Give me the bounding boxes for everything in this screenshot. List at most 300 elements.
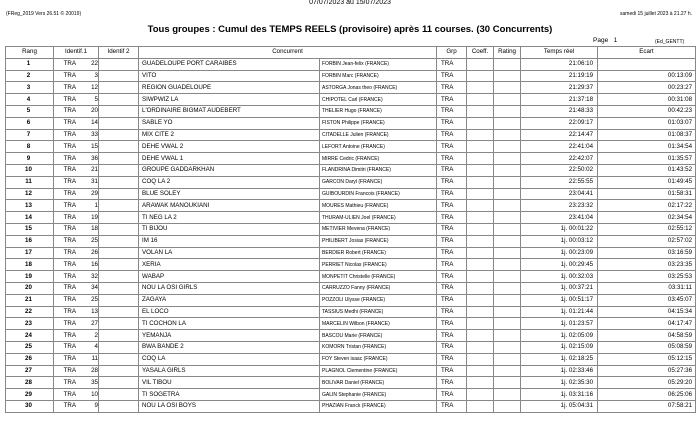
gap-cell: 03:31:11 — [598, 282, 696, 294]
table-row — [6, 188, 696, 200]
table-row — [6, 235, 696, 247]
team-name-cell: SABLE YO — [139, 117, 320, 129]
rating-cell — [494, 117, 521, 129]
col-grp: Grp — [437, 47, 467, 59]
rating-cell — [494, 164, 521, 176]
page-label: Page — [593, 37, 609, 44]
coeff-cell — [467, 117, 494, 129]
identif2-cell — [99, 318, 139, 330]
rating-cell — [494, 247, 521, 259]
skipper-cell: CARRUZZO Fanny (FRANCE) — [320, 282, 437, 294]
identif1-cell — [54, 306, 99, 318]
coeff-cell — [467, 70, 494, 82]
identif2-cell — [99, 400, 139, 412]
software-version: (FReg_2019 Vers 26.51 © 20019) — [6, 11, 82, 17]
identif1-cell — [54, 341, 99, 353]
coeff-cell — [467, 318, 494, 330]
real-time-cell: 1j. 02:33:46 — [521, 365, 598, 377]
gap-cell: 04:58:59 — [598, 330, 696, 342]
identif2-cell — [99, 188, 139, 200]
group-cell: TRA — [437, 212, 467, 224]
boat-number: 10 — [91, 390, 98, 398]
identif2-cell — [99, 306, 139, 318]
table-row — [6, 400, 696, 412]
gap-cell: 03:23:35 — [598, 259, 696, 271]
identif1-cell — [54, 117, 99, 129]
table-row — [6, 259, 696, 271]
rating-cell — [494, 70, 521, 82]
boat-number: 19 — [91, 213, 98, 221]
category-code: TRA — [63, 142, 76, 150]
real-time-cell: 1j. 01:23:57 — [521, 318, 598, 330]
identif2-cell — [99, 341, 139, 353]
table-row — [6, 330, 696, 342]
rating-cell — [494, 105, 521, 117]
rank-cell: 30 — [6, 400, 54, 412]
table-row — [6, 365, 696, 377]
group-cell: TRA — [437, 223, 467, 235]
category-code: TRA — [63, 355, 76, 363]
rank-cell: 5 — [6, 105, 54, 117]
table-row — [6, 377, 696, 389]
boat-number: 35 — [91, 378, 98, 386]
identif1-cell — [54, 377, 99, 389]
col-coeff: Coeff. — [467, 47, 494, 59]
coeff-cell — [467, 58, 494, 70]
rank-cell: 15 — [6, 223, 54, 235]
identif1-cell — [54, 82, 99, 94]
col-rating: Rating — [494, 47, 521, 59]
category-code: TRA — [63, 366, 76, 374]
gap-cell: 02:17:22 — [598, 200, 696, 212]
boat-number: 34 — [91, 284, 98, 292]
gap-cell: 00:31:08 — [598, 94, 696, 106]
gap-cell: 03:16:59 — [598, 247, 696, 259]
category-code: TRA — [63, 154, 76, 162]
table-row — [6, 129, 696, 141]
rank-cell: 28 — [6, 377, 54, 389]
skipper-cell: POZZOLI Ulysse (FRANCE) — [320, 294, 437, 306]
rating-cell — [494, 282, 521, 294]
gap-cell: 03:45:07 — [598, 294, 696, 306]
coeff-cell — [467, 294, 494, 306]
rank-cell: 7 — [6, 129, 54, 141]
rank-cell: 3 — [6, 82, 54, 94]
rank-cell: 1 — [6, 58, 54, 70]
rating-cell — [494, 330, 521, 342]
group-cell: TRA — [437, 247, 467, 259]
skipper-cell: BASCOU Marie (FRANCE) — [320, 330, 437, 342]
team-name-cell: NOU LA OSI BOYS — [139, 400, 320, 412]
team-name-cell: SIWPWIZ LA — [139, 94, 320, 106]
identif1-cell — [54, 141, 99, 153]
real-time-cell: 1j. 00:23:09 — [521, 247, 598, 259]
real-time-cell: 1j. 00:29:45 — [521, 259, 598, 271]
skipper-cell: GARCON Daryl (FRANCE) — [320, 176, 437, 188]
rank-cell: 14 — [6, 212, 54, 224]
boat-number: 25 — [91, 237, 98, 245]
category-code: TRA — [63, 130, 76, 138]
boat-number: 2 — [94, 331, 98, 339]
category-code: TRA — [63, 107, 76, 115]
boat-number: 3 — [94, 71, 98, 79]
skipper-cell: FORBIN Marc (FRANCE) — [320, 70, 437, 82]
rank-cell: 23 — [6, 318, 54, 330]
team-name-cell: EL LOCO — [139, 306, 320, 318]
table-row — [6, 271, 696, 283]
table-row — [6, 353, 696, 365]
rank-cell: 25 — [6, 341, 54, 353]
real-time-cell: 23:04:41 — [521, 188, 598, 200]
identif2-cell — [99, 117, 139, 129]
coeff-cell — [467, 176, 494, 188]
coeff-cell — [467, 223, 494, 235]
team-name-cell: WABAP — [139, 271, 320, 283]
table-header-row — [6, 47, 696, 59]
real-time-cell: 22:55:55 — [521, 176, 598, 188]
category-code: TRA — [63, 343, 76, 351]
skipper-cell: GALIN Stephanie (FRANCE) — [320, 389, 437, 401]
skipper-cell: FISTON Philippe (FRANCE) — [320, 117, 437, 129]
rating-cell — [494, 259, 521, 271]
group-cell: TRA — [437, 188, 467, 200]
page-number: 1 — [613, 37, 618, 44]
identif1-cell — [54, 223, 99, 235]
identif1-cell — [54, 105, 99, 117]
category-code: TRA — [63, 296, 76, 304]
rank-cell: 6 — [6, 117, 54, 129]
category-code: TRA — [63, 331, 76, 339]
identif2-cell — [99, 259, 139, 271]
group-cell: TRA — [437, 153, 467, 165]
identif1-cell — [54, 188, 99, 200]
table-row — [6, 82, 696, 94]
group-cell: TRA — [437, 271, 467, 283]
rating-cell — [494, 141, 521, 153]
category-code: TRA — [63, 378, 76, 386]
gap-cell: 01:35:57 — [598, 153, 696, 165]
identif2-cell — [99, 212, 139, 224]
group-cell: TRA — [437, 200, 467, 212]
team-name-cell: NOU LA OSI GIRLS — [139, 282, 320, 294]
table-row — [6, 282, 696, 294]
team-name-cell: YASALA GIRLS — [139, 365, 320, 377]
coeff-cell — [467, 212, 494, 224]
table-row — [6, 164, 696, 176]
table-row — [6, 306, 696, 318]
identif1-cell — [54, 365, 99, 377]
rating-cell — [494, 306, 521, 318]
rating-cell — [494, 223, 521, 235]
team-name-cell: REGION GUADELOUPE — [139, 82, 320, 94]
coeff-cell — [467, 105, 494, 117]
category-code: TRA — [63, 248, 76, 256]
coeff-cell — [467, 235, 494, 247]
group-cell: TRA — [437, 377, 467, 389]
rating-cell — [494, 400, 521, 412]
category-code: TRA — [63, 225, 76, 233]
category-code: TRA — [63, 213, 76, 221]
identif1-cell — [54, 294, 99, 306]
boat-number: 13 — [91, 307, 98, 315]
real-time-cell: 21:37:18 — [521, 94, 598, 106]
table-row — [6, 389, 696, 401]
skipper-cell: ASTORGA Jonas theo (FRANCE) — [320, 82, 437, 94]
boat-number: 26 — [91, 248, 98, 256]
boat-number: 25 — [91, 296, 98, 304]
rank-cell: 26 — [6, 353, 54, 365]
group-cell: TRA — [437, 259, 467, 271]
coeff-cell — [467, 94, 494, 106]
gap-cell: 02:55:12 — [598, 223, 696, 235]
table-row — [6, 141, 696, 153]
team-name-cell: DEHE VWAL 1 — [139, 153, 320, 165]
identif1-cell — [54, 247, 99, 259]
rank-cell: 13 — [6, 200, 54, 212]
page-indicator — [593, 37, 617, 44]
group-cell: TRA — [437, 318, 467, 330]
team-name-cell: TI NEG LA 2 — [139, 212, 320, 224]
coeff-cell — [467, 200, 494, 212]
skipper-cell: LEFORT Antoine (FRANCE) — [320, 141, 437, 153]
real-time-cell: 21:48:33 — [521, 105, 598, 117]
coeff-cell — [467, 271, 494, 283]
coeff-cell — [467, 330, 494, 342]
coeff-cell — [467, 341, 494, 353]
team-name-cell: VOLAN LA — [139, 247, 320, 259]
identif2-cell — [99, 330, 139, 342]
skipper-cell: THELIER Hugo (FRANCE) — [320, 105, 437, 117]
real-time-cell: 1j. 02:15:09 — [521, 341, 598, 353]
table-row — [6, 318, 696, 330]
rating-cell — [494, 94, 521, 106]
rating-cell — [494, 82, 521, 94]
rating-cell — [494, 353, 521, 365]
group-cell: TRA — [437, 105, 467, 117]
gap-cell: 01:49:45 — [598, 176, 696, 188]
coeff-cell — [467, 259, 494, 271]
skipper-cell: TASSIUS Medhi (FRANCE) — [320, 306, 437, 318]
category-code: TRA — [63, 402, 76, 410]
coeff-cell — [467, 164, 494, 176]
real-time-cell: 22:50:02 — [521, 164, 598, 176]
identif2-cell — [99, 365, 139, 377]
coeff-cell — [467, 129, 494, 141]
coeff-cell — [467, 188, 494, 200]
rating-cell — [494, 294, 521, 306]
team-name-cell: COQ LA 2 — [139, 176, 320, 188]
identif1-cell — [54, 70, 99, 82]
rating-cell — [494, 176, 521, 188]
category-code: TRA — [63, 319, 76, 327]
results-table — [5, 46, 696, 413]
table-row — [6, 58, 696, 70]
coeff-cell — [467, 306, 494, 318]
team-name-cell: GROUPE GADDARKHAN — [139, 164, 320, 176]
skipper-cell: CITADELLE Julien (FRANCE) — [320, 129, 437, 141]
boat-number: 31 — [91, 178, 98, 186]
table-row — [6, 70, 696, 82]
top-cut-text: 07/07/2023 au 15/07/2023 — [309, 0, 391, 5]
boat-number: 29 — [91, 189, 98, 197]
identif1-cell — [54, 282, 99, 294]
team-name-cell: YEMANJA — [139, 330, 320, 342]
group-cell: TRA — [437, 294, 467, 306]
category-code: TRA — [63, 119, 76, 127]
group-cell: TRA — [437, 117, 467, 129]
gap-cell: 06:25:06 — [598, 389, 696, 401]
rank-cell: 12 — [6, 188, 54, 200]
group-cell: TRA — [437, 70, 467, 82]
rank-cell: 27 — [6, 365, 54, 377]
skipper-cell: PHAZIAN Franck (FRANCE) — [320, 400, 437, 412]
gap-cell: 05:08:59 — [598, 341, 696, 353]
identif2-cell — [99, 176, 139, 188]
rank-cell: 20 — [6, 282, 54, 294]
rating-cell — [494, 212, 521, 224]
category-code: TRA — [63, 390, 76, 398]
gap-cell: 07:58:21 — [598, 400, 696, 412]
boat-number: 16 — [91, 260, 98, 268]
team-name-cell: TI SOGETRA — [139, 389, 320, 401]
identif2-cell — [99, 235, 139, 247]
real-time-cell: 1j. 00:03:12 — [521, 235, 598, 247]
skipper-cell: MIRRE Cedric (FRANCE) — [320, 153, 437, 165]
group-cell: TRA — [437, 94, 467, 106]
gap-cell: 01:08:37 — [598, 129, 696, 141]
real-time-cell: 1j. 03:31:16 — [521, 389, 598, 401]
gap-cell: 03:25:53 — [598, 271, 696, 283]
rank-cell: 9 — [6, 153, 54, 165]
rank-cell: 2 — [6, 70, 54, 82]
skipper-cell: METIVIER Mevena (FRANCE) — [320, 223, 437, 235]
category-code: TRA — [63, 237, 76, 245]
team-name-cell: TI BIJOU — [139, 223, 320, 235]
boat-number: 15 — [91, 142, 98, 150]
coeff-cell — [467, 247, 494, 259]
category-code: TRA — [63, 83, 76, 91]
gap-cell: 02:57:02 — [598, 235, 696, 247]
category-code: TRA — [63, 307, 76, 315]
category-code: TRA — [63, 272, 76, 280]
boat-number: 14 — [91, 119, 98, 127]
rank-cell: 22 — [6, 306, 54, 318]
team-name-cell: GUADELOUPE PORT CARAIBES — [139, 58, 320, 70]
identif2-cell — [99, 247, 139, 259]
gap-cell: 01:34:54 — [598, 141, 696, 153]
table-row — [6, 294, 696, 306]
identif2-cell — [99, 377, 139, 389]
team-name-cell: ZAGAYA — [139, 294, 320, 306]
identif2-cell — [99, 282, 139, 294]
group-cell: TRA — [437, 353, 467, 365]
identif1-cell — [54, 353, 99, 365]
coeff-cell — [467, 377, 494, 389]
col-concurrent: Concurrent — [139, 47, 437, 59]
identif2-cell — [99, 294, 139, 306]
gap-cell: 02:34:54 — [598, 212, 696, 224]
team-name-cell: COQ LA — [139, 353, 320, 365]
group-cell: TRA — [437, 306, 467, 318]
coeff-cell — [467, 353, 494, 365]
real-time-cell: 1j. 00:01:22 — [521, 223, 598, 235]
coeff-cell — [467, 282, 494, 294]
edition-tag: (Ed_GENTT) — [655, 39, 685, 45]
team-name-cell: MIX CITE 2 — [139, 129, 320, 141]
identif2-cell — [99, 200, 139, 212]
coeff-cell — [467, 389, 494, 401]
category-code: TRA — [63, 189, 76, 197]
identif2-cell — [99, 82, 139, 94]
group-cell: TRA — [437, 176, 467, 188]
rating-cell — [494, 377, 521, 389]
real-time-cell: 1j. 00:37:21 — [521, 282, 598, 294]
skipper-cell: THURAM-ULIEN Joel (FRANCE) — [320, 212, 437, 224]
gap-cell: 01:43:52 — [598, 164, 696, 176]
table-row — [6, 247, 696, 259]
rating-cell — [494, 200, 521, 212]
rating-cell — [494, 389, 521, 401]
gap-cell: 01:03:07 — [598, 117, 696, 129]
skipper-cell: KOMORN Tristan (FRANCE) — [320, 341, 437, 353]
category-code: TRA — [63, 71, 76, 79]
rank-cell: 16 — [6, 235, 54, 247]
gap-cell: 04:15:34 — [598, 306, 696, 318]
team-name-cell: IM 16 — [139, 235, 320, 247]
real-time-cell: 21:06:10 — [521, 58, 598, 70]
page-title: Tous groupes : Cumul des TEMPS REELS (provisoire) après 11 courses. (30 Concurrents) — [147, 24, 553, 35]
identif2-cell — [99, 105, 139, 117]
gap-cell: 00:42:23 — [598, 105, 696, 117]
coeff-cell — [467, 400, 494, 412]
real-time-cell: 22:14:47 — [521, 129, 598, 141]
real-time-cell: 1j. 01:21:44 — [521, 306, 598, 318]
table-row — [6, 200, 696, 212]
real-time-cell: 1j. 02:05:09 — [521, 330, 598, 342]
category-code: TRA — [63, 201, 76, 209]
identif2-cell — [99, 223, 139, 235]
group-cell: TRA — [437, 129, 467, 141]
boat-number: 5 — [94, 95, 98, 103]
group-cell: TRA — [437, 82, 467, 94]
skipper-cell: BOLIVAR Daniel (FRANCE) — [320, 377, 437, 389]
gap-cell — [598, 58, 696, 70]
boat-number: 18 — [91, 225, 98, 233]
skipper-cell: MONPETIT Christelle (FRANCE) — [320, 271, 437, 283]
identif1-cell — [54, 330, 99, 342]
skipper-cell: BERDIER Robert (FRANCE) — [320, 247, 437, 259]
identif1-cell — [54, 200, 99, 212]
boat-number: 36 — [91, 154, 98, 162]
col-rang: Rang — [6, 47, 54, 59]
rating-cell — [494, 341, 521, 353]
identif2-cell — [99, 94, 139, 106]
identif1-cell — [54, 94, 99, 106]
table-row — [6, 223, 696, 235]
real-time-cell: 21:29:37 — [521, 82, 598, 94]
boat-number: 22 — [91, 60, 98, 68]
team-name-cell: ARAWAK MANOUKIANI — [139, 200, 320, 212]
group-cell: TRA — [437, 164, 467, 176]
identif1-cell — [54, 318, 99, 330]
skipper-cell: MARCELIN Wilbon (FRANCE) — [320, 318, 437, 330]
rating-cell — [494, 271, 521, 283]
category-code: TRA — [63, 260, 76, 268]
table-row — [6, 94, 696, 106]
col-ecart: Ecart — [598, 47, 696, 59]
rating-cell — [494, 188, 521, 200]
team-name-cell: BLUE SOLEY — [139, 188, 320, 200]
